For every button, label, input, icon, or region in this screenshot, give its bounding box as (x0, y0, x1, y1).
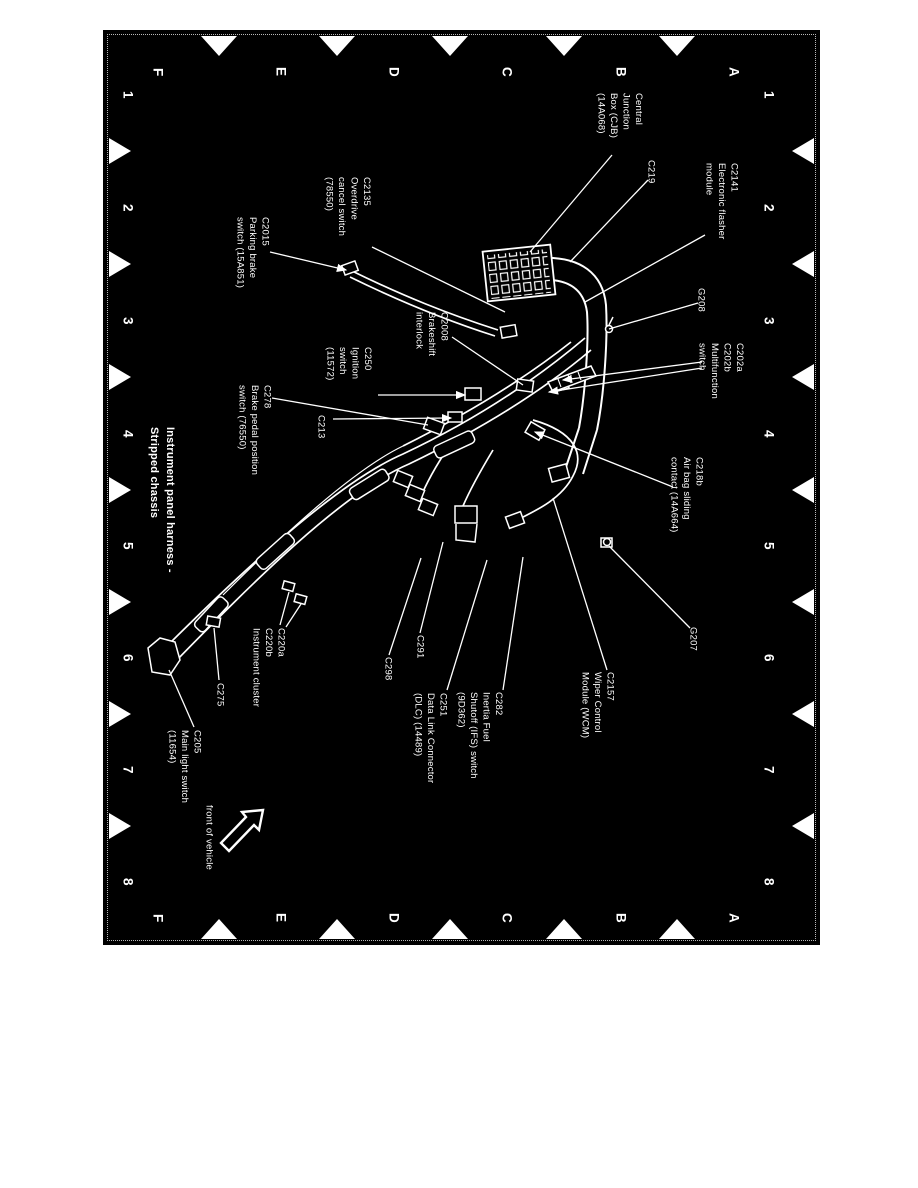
front-of-vehicle-arrow-icon (221, 810, 263, 851)
grid-number-left-3: 3 (120, 317, 136, 325)
label-c202: C202a C202b Multifunction switch (696, 343, 745, 399)
grid-letter-top-D: D (386, 67, 402, 77)
grid-letter-top-F: F (150, 67, 166, 77)
grid-letter-top-C: C (499, 67, 515, 77)
label-c219: C219 (645, 160, 657, 184)
wiring-diagram-panel (103, 30, 820, 945)
grid-number-left-2: 2 (120, 204, 136, 212)
grid-number-left-1: 1 (120, 91, 136, 99)
grid-number-left-8: 8 (120, 878, 136, 886)
grid-number-right-3: 3 (761, 317, 777, 325)
grid-number-left-6: 6 (120, 654, 136, 662)
label-c291: C291 (414, 635, 426, 659)
label-c213: C213 (315, 415, 327, 439)
label-c298: C298 (382, 657, 394, 681)
grid-number-left-5: 5 (120, 542, 136, 550)
label-c282: C282 Inertia Fuel Shutoff (IFS) switch (9D362) (455, 692, 504, 779)
label-c2135: C2135 Overdrive cancel switch (78550) (323, 177, 372, 237)
label-g208: G208 (695, 288, 707, 313)
grid-letter-bottom-F: F (150, 913, 166, 923)
grid-number-right-7: 7 (761, 766, 777, 774)
label-g207: G207 (687, 627, 699, 652)
grid-letter-bottom-D: D (386, 913, 402, 923)
label-c250: C250 Ignition switch (11572) (324, 347, 373, 381)
label-cjb: Central Junction Box (CJB) (14A068) (595, 93, 644, 139)
grid-number-left-7: 7 (120, 766, 136, 774)
grid-letter-bottom-A: A (726, 913, 742, 923)
label-c2015: C2015 Parking brake switch (15A851) (234, 217, 271, 289)
grid-letter-bottom-B: B (613, 913, 629, 923)
grid-number-right-8: 8 (761, 878, 777, 886)
grid-letter-top-E: E (273, 67, 289, 77)
label-c220: C220a C220b Instrument cluster (250, 628, 287, 708)
label-c275: C275 (214, 683, 226, 707)
grid-number-left-4: 4 (120, 430, 136, 438)
diagram-title: Instrument panel harness - Stripped chassis (148, 427, 176, 573)
grid-letter-bottom-C: C (499, 913, 515, 923)
central-junction-box-art (483, 245, 556, 302)
label-c205: C205 Main light switch (11654) (166, 730, 203, 804)
label-c278: C278 Brake pedal position switch (76550) (236, 385, 273, 476)
grid-number-right-6: 6 (761, 654, 777, 662)
grid-letter-top-A: A (726, 67, 742, 77)
grid-letter-bottom-E: E (273, 913, 289, 923)
label-c218b: C218b Air bag sliding contact (14A664) (668, 457, 705, 533)
grid-letter-top-B: B (613, 67, 629, 77)
label-c2141: C2141 Electronic flasher module (703, 163, 740, 240)
grid-number-right-1: 1 (761, 91, 777, 99)
grid-number-right-5: 5 (761, 542, 777, 550)
front-of-vehicle-label: front of vehicle (203, 805, 215, 870)
label-c2008: C2008 Brakeshift interlock (413, 312, 450, 357)
label-c251: C251 Data Link Connector (DLC) (14489) (412, 693, 449, 784)
label-c2157: C2157 Wiper Control Module (WCM) (579, 672, 616, 739)
grid-number-right-2: 2 (761, 204, 777, 212)
grid-number-right-4: 4 (761, 430, 777, 438)
